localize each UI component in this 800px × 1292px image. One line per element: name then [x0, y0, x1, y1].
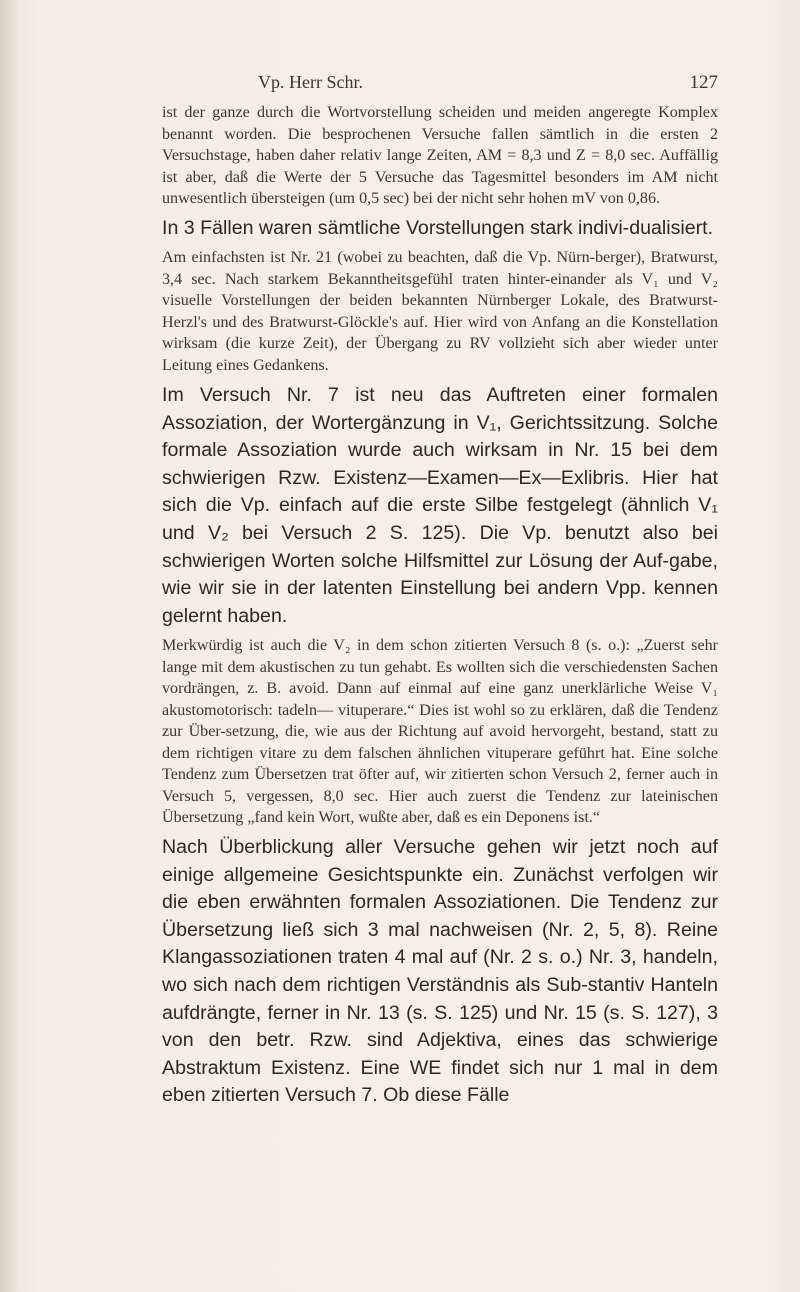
paragraph-3: Am einfachsten ist Nr. 21 (wobei zu beachten, daß die Vp. Nürn-berger), Bratwurst, 3,4 sec. Nach starkem Bekanntheitsgefühl traten hinter-einander als V₁ und V₂ visuelle Vorstellungen der beiden bekannten Nürnberger Lokale, des Bratwurst-Herzl's und des Bratwurst-Glöckle's auf. Hier wird von Anfang an die Konstellation wirksam (die kurze Zeit), der Übergang zu RV vollzieht sich aber wieder unter Leitung eines Gedankens. [162, 249, 718, 374]
paragraph-6: Nach Überblickung aller Versuche gehen wir jetzt noch auf einige allgemeine Gesichtspunkte ein. Zunächst verfolgen wir die eben erwähnten formalen Assoziationen. Die Tendenz zur Übersetzung ließ sich 3 mal nachweisen (Nr. 2, 5, 8). Reine Klangassoziationen traten 4 mal auf (Nr. 2 s. o.) Nr. 3, handeln, wo sich nach dem richtigen Verständnis als Sub-stantiv Hanteln aufdrängte, ferner in Nr. 13 (s. S. 125) und Nr. 15 (s. S. 127), 3 von den betr. Rzw. sind Adjektiva, eines das schwierige Abstraktum Existenz. Eine WE findet sich nur 1 mal in dem eben zitierten Versuch 7. Ob diese Fälle [162, 835, 718, 1107]
paragraph-2: In 3 Fällen waren sämtliche Vorstellungen stark indivi-dualisiert. [162, 216, 714, 239]
paragraph-1: ist der ganze durch die Wortvorstellung scheiden und meiden angeregte Komplex benannt worden. Die besprochenen Versuche fallen sämtlich in die ersten 2 Versuchstage, haben daher relativ lange Zeiten, AM = 8,3 und Z = 8,0 sec. Auffällig ist aber, daß die Werte der 5 Versuche das Tagesmittel besonders im AM nicht unwesentlich übersteigen (um 0,5 sec) bei der nicht sehr hohen mV von 0,86. [162, 104, 718, 207]
page-header [162, 72, 718, 96]
paragraph-5: Merkwürdig ist auch die V₂ in dem schon zitierten Versuch 8 (s. o.): „Zuerst sehr lange mit dem akustischen zu tun gehabt. Es wollten sich die verschiedensten Sachen vordrängen, z. B. avoid. Dann auf einmal auf eine ganz unerklärliche Weise V₁ akustomotorisch: tadeln— vituperare.“ Dies ist wohl so zu erklären, daß die Tendenz zur Über-setzung, die, wie aus der Richtung auf avoid hervorgeht, bestand, statt zu dem richtigen vitare zu dem falschen ähnlichen vituperare geführt hat. Eine solche Tendenz zum Übersetzen trat öfter auf, wir zitierten schon Versuch 2, ferner auch in Versuch 5, vergessen, 8,0 sec. Hier auch zuerst die Tendenz zur lateinischen Übersetzung „fand kein Wort, wußte aber, daß es ein Deponens ist.“ [162, 637, 718, 827]
binding-shadow [0, 0, 18, 1292]
page-number: 127 [689, 72, 718, 93]
running-head: Vp. Herr Schr. [258, 72, 363, 92]
paragraph-4: Im Versuch Nr. 7 ist neu das Auftreten einer formalen Assoziation, der Wortergänzung in V₁, Gerichtssitzung. Solche formale Assoziation wurde auch wirksam in Nr. 15 bei dem schwierigen Rzw. Existenz—Examen—Ex—Exlibris. Hier hat sich die Vp. einfach auf die erste Silbe festgelegt (ähnlich V₁ und V₂ bei Versuch 2 S. 125). Die Vp. benutzt also bei schwierigen Worten solche Hilfsmittel zur Lösung der Auf-gabe, wie wir sie in der latenten Einstellung bei andern Vpp. kennen gelernt haben. [162, 384, 718, 627]
page-body [162, 102, 718, 1110]
